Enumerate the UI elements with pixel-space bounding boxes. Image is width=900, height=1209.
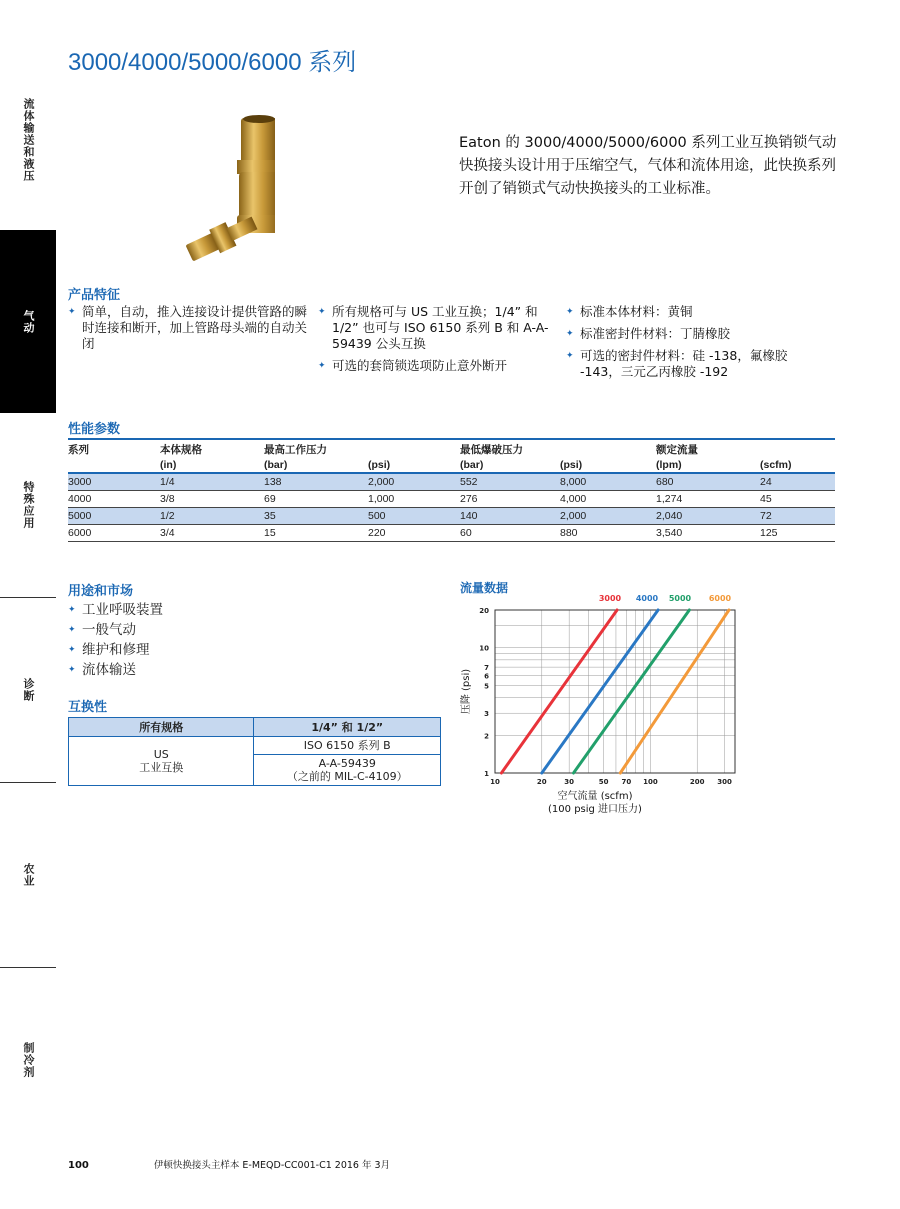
side-divider (0, 597, 56, 598)
chart-x-tick-label: 200 (689, 778, 705, 786)
side-divider (0, 967, 56, 968)
side-tab-special[interactable]: 特殊应用 (22, 481, 35, 529)
chart-legend-label: 4000 (635, 594, 659, 603)
chart-x-tick-label: 100 (643, 778, 658, 786)
interchange-col1-header: 所有规格 (69, 718, 254, 737)
chart-x-tick-label: 30 (564, 778, 575, 786)
chart-title: 流量数据 (460, 581, 509, 595)
chart-y-tick-label: 5 (484, 682, 489, 691)
chart-x-tick-label: 70 (621, 778, 632, 786)
list-item: ✦ 流体输送 (68, 660, 163, 680)
features-col-2 (318, 304, 558, 380)
table-row: 6000 3/4 15 220 60 880 3,540 125 (68, 525, 835, 542)
chart-y-tick-label: 6 (484, 672, 489, 681)
chart-y-tick-label: 2 (484, 732, 489, 741)
chart-series-line (620, 610, 729, 773)
feature-item: ✦ 标准本体材料：黄铜 (566, 304, 806, 320)
table-header-row: 系列 本体规格 最高工作压力 最低爆破压力 额定流量 (68, 439, 835, 458)
interchange-iso-cell: ISO 6150 系列 B (254, 737, 441, 755)
chart-y-tick-label: 1 (484, 770, 489, 778)
side-tab-agriculture[interactable]: 农业 (22, 863, 35, 887)
table-row: 5000 1/2 35 500 140 2,000 2,040 72 (68, 508, 835, 525)
side-tab-diagnostics[interactable]: 诊断 (22, 678, 35, 702)
list-item: ✦ 维护和修理 (68, 640, 163, 660)
side-tab-fluid[interactable]: 流体输送和液压 (22, 98, 35, 182)
uses-heading: 用途和市场 (68, 584, 134, 599)
interchange-us-cell: US 工业互换 (69, 737, 254, 786)
chart-legend-label: 6000 (708, 594, 732, 603)
side-tab-pneumatic[interactable]: 气动 (0, 230, 56, 413)
interchange-table (68, 717, 441, 786)
table-unit-row: (in) (bar) (psi) (bar) (psi) (lpm) (scfm) (68, 458, 835, 473)
list-item: ✦ 工业呼吸装置 (68, 600, 163, 620)
interchange-aa-cell: A-A-59439 （之前的 MIL-C-4109） (254, 755, 441, 786)
chart-frame (495, 610, 735, 773)
chart-x-tick-label: 300 (717, 778, 732, 786)
intro-paragraph: Eaton 的 3000/4000/5000/6000 系列工业互换销锁气动快换接头设计用于压缩空气，气体和流体用途，此快换系列开创了销锁式气动快换接头的工业标准。 (459, 135, 837, 197)
chart-series-line (574, 610, 690, 773)
side-tab-refrigerant[interactable]: 制冷剂 (22, 1042, 35, 1078)
chart-legend-label: 3000 (598, 594, 622, 603)
chart-y-tick-label: 20 (479, 607, 489, 615)
feature-item: ✦ 简单，自动，推入连接设计提供管路的瞬时连接和断开，加上管路母头端的自动关闭 (68, 304, 308, 352)
page-number: 100 (68, 1160, 89, 1171)
interchange-col2-header: 1/4” 和 1/2” (254, 718, 441, 737)
page-title: 3000/4000/5000/6000 系列 (68, 49, 357, 76)
chart-x-tick-label: 20 (536, 778, 547, 786)
performance-table (68, 438, 835, 542)
page-footer (68, 1157, 390, 1171)
coupler-product-image (185, 110, 275, 270)
chart-y-tick-label: 7 (484, 664, 489, 673)
feature-item: ✦ 可选的套筒锁选项防止意外断开 (318, 358, 558, 374)
footer-text: 伊顿快换接头主样本 E-MEQD-CC001-C1 2016 年 3月 (153, 1160, 391, 1171)
chart-x-axis-sublabel: (100 psig 进口压力) (548, 804, 642, 815)
chart-x-tick-label: 50 (598, 778, 609, 786)
features-col-1 (68, 304, 308, 358)
feature-item: ✦ 可选的密封件材料：硅 -138，氟橡胶 -143，三元乙丙橡胶 -192 (566, 348, 806, 380)
table-row: 3000 1/4 138 2,000 552 8,000 680 24 (68, 473, 835, 491)
table-row: 4000 3/8 69 1,000 276 4,000 1,274 45 (68, 491, 835, 508)
performance-heading: 性能参数 (68, 422, 121, 437)
interchange-heading: 互换性 (68, 700, 108, 715)
features-col-3 (566, 304, 806, 386)
uses-list (68, 600, 163, 680)
features-heading: 产品特征 (68, 288, 121, 303)
chart-legend-label: 5000 (668, 594, 692, 603)
chart-y-tick-label: 3 (484, 710, 489, 719)
feature-item: ✦ 所有规格可与 US 工业互换；1/4” 和 1/2” 也可与 ISO 6150 系列 B 和 A-A-59439 公头互换 (318, 304, 558, 352)
side-divider (0, 782, 56, 783)
chart-y-axis-label: 压降 (psi) (461, 668, 472, 715)
chart-y-tick-label: 10 (479, 644, 489, 653)
chart-x-axis-label: 空气流量 (scfm) (557, 791, 633, 802)
feature-item: ✦ 标准密封件材料：丁腈橡胶 (566, 326, 806, 342)
list-item: ✦ 一般气动 (68, 620, 163, 640)
chart-x-tick-label: 10 (490, 778, 500, 786)
flow-data-chart (455, 581, 755, 825)
